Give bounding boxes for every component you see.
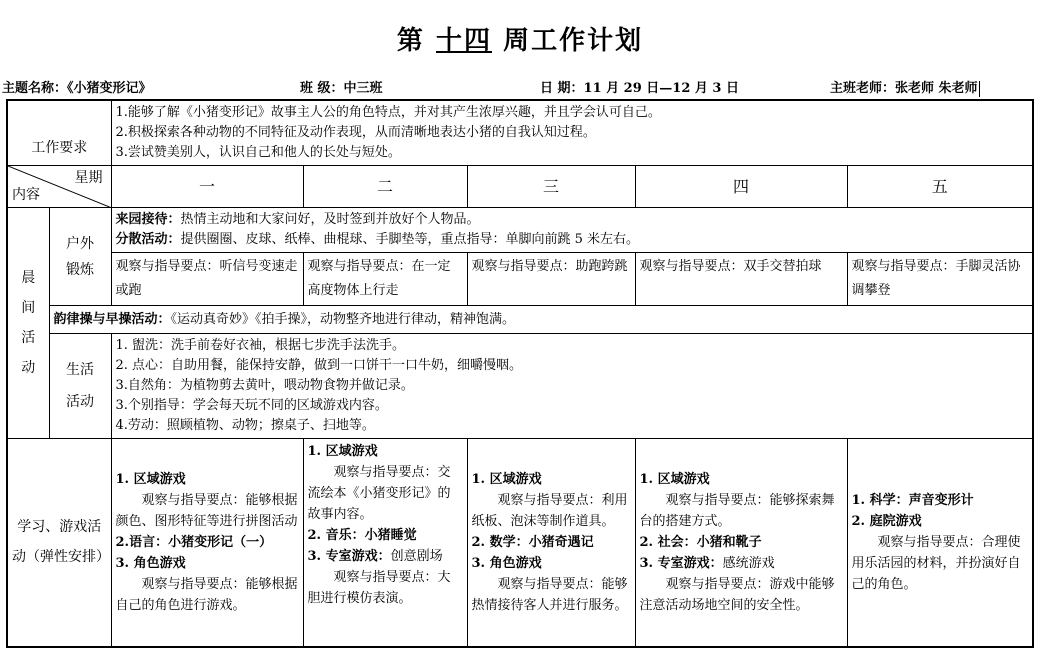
morning-label-char: 晨 (21, 270, 36, 286)
split-text: 提供圈圈、皮球、纸棒、曲棍球、手脚垫等，重点指导：单脚向前跳 5 米左右。 (180, 232, 640, 247)
tue-point: 观察与指导要点：交流绘本《小猪变形记》的故事内容。 (307, 465, 451, 522)
class-info (300, 77, 383, 96)
corner-cell (7, 166, 111, 208)
fri-point: 观察与指导要点：合理使用乐活园的材料，并扮演好自己的角色。 (851, 534, 1021, 592)
study-row (7, 439, 1033, 647)
outdoor-point-monday: 观察与指导要点：听信号变速走或跑 (111, 253, 303, 306)
rhythm-row (7, 306, 1033, 334)
wed-heading: 2. 数学：小猪奇遇记 (471, 534, 594, 550)
morning-activity-label (7, 208, 49, 439)
wed-point: 观察与指导要点：能够热情接待客人并进行服务。 (471, 576, 628, 613)
outdoor-point-friday: 观察与指导要点：手脚灵活协调攀登 (847, 253, 1033, 306)
teacher-label: 主班老师： (830, 81, 896, 96)
study-wednesday (467, 439, 635, 647)
fri-heading: 2. 庭院游戏 (851, 513, 922, 529)
split-line (116, 230, 1029, 250)
day-friday: 五 (847, 166, 1033, 208)
life-item: 3.个别指导：学会每天玩不同的区域游戏内容。 (115, 398, 388, 413)
rhythm-title: 韵律操与早操活动： (53, 311, 171, 327)
reception-text: 热情主动地和大家问好，及时签到并放好个人物品。 (180, 212, 480, 227)
tue-heading: 1. 区域游戏 (307, 444, 378, 459)
outdoor-point-thursday: 观察与指导要点：双手交替拍球 (635, 253, 847, 306)
class-value: 中三班 (343, 81, 383, 96)
morning-label-char: 动 (21, 360, 36, 376)
morning-label-char: 间 (21, 300, 36, 316)
theme-info (2, 77, 152, 96)
thu-heading: 2. 社会：小猪和靴子 (639, 534, 762, 550)
tue-heading-text: 创意剧场 (390, 549, 443, 564)
requirements-row (7, 100, 1033, 166)
weekday-header-row (7, 166, 1033, 208)
outdoor-label-line: 锻炼 (66, 261, 94, 278)
theme-label: 主题名称： (2, 81, 68, 96)
thu-heading-text: 感统游戏 (722, 555, 775, 571)
weekly-plan-table (6, 99, 1034, 648)
study-thursday (635, 439, 847, 647)
study-label: 学习、游戏活动（弹性安排） (7, 439, 111, 647)
text-cursor (979, 81, 980, 97)
life-label-line: 活动 (66, 394, 94, 410)
life-activity-content (111, 334, 1033, 439)
wed-heading: 3. 角色游戏 (471, 555, 542, 571)
tue-heading: 2. 音乐：小猪睡觉 (307, 528, 417, 543)
mon-point: 观察与指导要点：能够根据自己的角色进行游戏。 (115, 576, 298, 613)
title-prefix: 第 (396, 26, 425, 56)
outdoor-general-content (111, 208, 1033, 253)
thu-point: 观察与指导要点：游戏中能够注意活动场地空间的安全性。 (639, 576, 835, 613)
thu-heading-line (640, 553, 843, 574)
outdoor-general-row (7, 208, 1033, 253)
date-value: 11 月 29 日—12 月 3 日 (583, 81, 740, 96)
requirement-item: 2.积极探索各种动物的不同特征及动作表现，从而清晰地表达小猪的自我认知过程。 (115, 125, 596, 140)
tue-heading: 3. 专室游戏： (307, 549, 391, 564)
mon-heading: 1. 区域游戏 (115, 471, 186, 487)
fri-heading: 1. 科学：声音变形计 (851, 492, 974, 508)
requirement-item: 3.尝试赞美别人，认识自己和他人的长处与短处。 (115, 145, 401, 160)
page-title (0, 20, 1040, 57)
class-label: 班 级： (300, 81, 344, 96)
tue-heading-line (308, 546, 463, 567)
teacher-info (830, 77, 980, 97)
outdoor-points-row (7, 253, 1033, 306)
requirements-content (111, 100, 1033, 166)
thu-heading: 1. 区域游戏 (639, 471, 710, 487)
rhythm-content (49, 306, 1033, 334)
mon-point: 观察与指导要点：能够根据颜色、图形特征等进行拼图活动 (115, 492, 298, 529)
study-monday (111, 439, 303, 647)
day-monday: 一 (111, 166, 303, 208)
thu-heading: 3. 专室游戏： (639, 555, 723, 571)
day-wednesday: 三 (467, 166, 635, 208)
date-label: 日 期： (540, 81, 584, 96)
theme-value: 《小猪变形记》 (67, 81, 152, 96)
corner-weekday-label: 星期 (74, 170, 103, 186)
split-title: 分散活动： (115, 232, 181, 247)
morning-label-char: 活 (21, 330, 36, 346)
life-activity-row (7, 334, 1033, 439)
reception-line (116, 210, 1029, 230)
life-item: 2. 点心：自助用餐，能保持安静，做到一口饼干一口牛奶，细嚼慢咽。 (115, 358, 523, 373)
corner-content-label: 内容 (12, 187, 40, 203)
mon-heading: 3. 角色游戏 (115, 555, 186, 571)
week-number: 十四 (435, 26, 492, 56)
teacher-value: 张老师 朱老师 (895, 81, 978, 96)
title-suffix: 周工作计划 (503, 26, 644, 56)
date-info (540, 77, 739, 96)
life-item: 4.劳动：照顾植物、动物；擦桌子、扫地等。 (115, 418, 375, 433)
outdoor-exercise-label (49, 208, 111, 306)
requirement-item: 1.能够了解《小猪变形记》故事主人公的角色特点，并对其产生浓厚兴趣，并且学会认可自己。 (115, 105, 661, 120)
thu-point: 观察与指导要点：能够探索舞台的搭建方式。 (639, 492, 835, 529)
wed-heading: 1. 区域游戏 (471, 471, 542, 487)
requirements-label: 工作要求 (7, 100, 111, 166)
wed-point: 观察与指导要点：利用纸板、泡沫等制作道具。 (471, 492, 628, 529)
outdoor-label-line: 户外 (66, 235, 94, 252)
life-item: 3.自然角：为植物剪去黄叶，喂动物食物并做记录。 (115, 378, 414, 393)
reception-title: 来园接待： (115, 212, 181, 227)
rhythm-text: 《运动真奇妙》《拍手操》，动物整齐地进行律动，精神饱满。 (170, 311, 516, 327)
day-thursday: 四 (635, 166, 847, 208)
tue-point: 观察与指导要点：大胆进行模仿表演。 (307, 570, 451, 606)
mon-heading: 2.语言：小猪变形记（一） (115, 534, 273, 550)
life-label-line: 生活 (66, 362, 94, 378)
study-tuesday (303, 439, 467, 647)
day-tuesday: 二 (303, 166, 467, 208)
life-activity-label (49, 334, 111, 439)
outdoor-point-tuesday: 观察与指导要点：在一定高度物体上行走 (303, 253, 467, 306)
outdoor-point-wednesday: 观察与指导要点：助跑跨跳 (467, 253, 635, 306)
life-item: 1. 盥洗：洗手前卷好衣袖，根据七步洗手法洗手。 (115, 338, 406, 353)
study-friday (847, 439, 1033, 647)
